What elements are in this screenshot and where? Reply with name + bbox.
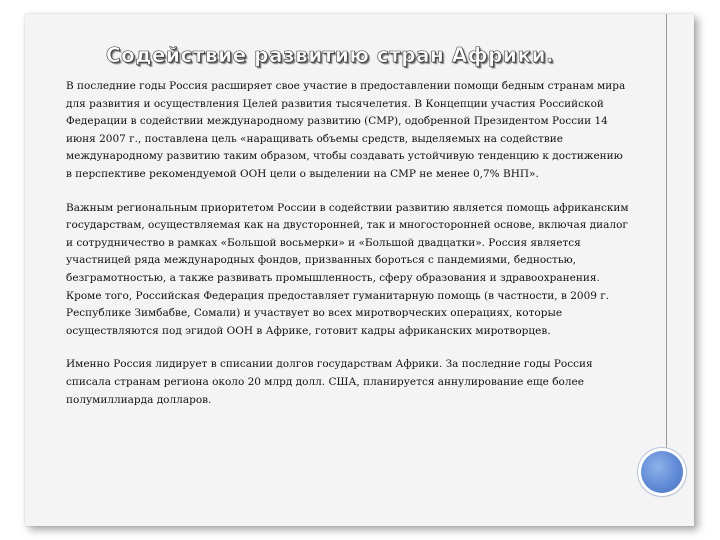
slide-body [66,78,632,425]
slide-title: Содействие развитию стран Африки. [105,43,555,68]
paragraph-2: Важным региональным приоритетом России в содействии развитию является помощь африканским государствам, осуществляемая как на двусторонней, так и многосторонней основе, включая диалог и сотрудничество в рамках «Большой восьмерки» и «Большой двадцатки». Россия является участницей ряда международных фондов, призванных бороться с пандемиями, бедностью, безграмотностью, а также развивать промышленность, сферу образования и здравоохранения. Кроме того, Российская Федерация предоставляет гуманитарную помощь (в частности, в 2009 г. Республике Зимбабве, Сомали) и участвует во всех миротворческих операциях, которые осуществляются под эгидой ООН в Африке, готовит кадры африканских миротворцев. [66,201,629,337]
paragraph-1: В последние годы Россия расширяет свое участие в предоставлении помощи бедным странам мира для развития и осуществления Целей развития тысячелетия. В Концепции участия Российской Федерации в содействии международному развитию (СМР), одобренной Президентом России 14 июня 2007 г., поставлена цель «наращивать объемы средств, выделяемых на содействие международному развитию таким образом, чтобы создавать устойчивую тенденцию к достижению в перспективе рекомендуемой ООН цели о выделении на СМР не менее 0,7% ВНП». [66,80,626,180]
paragraph-3: Именно Россия лидирует в списании долгов государствам Африки. За последние годы Россия списала странам региона около 20 млрд долл. США, планируется аннулирование еще более полумиллиарда долларов. [66,358,593,406]
slide-right-divider [666,14,667,451]
blue-circle-decoration-icon [641,451,683,493]
